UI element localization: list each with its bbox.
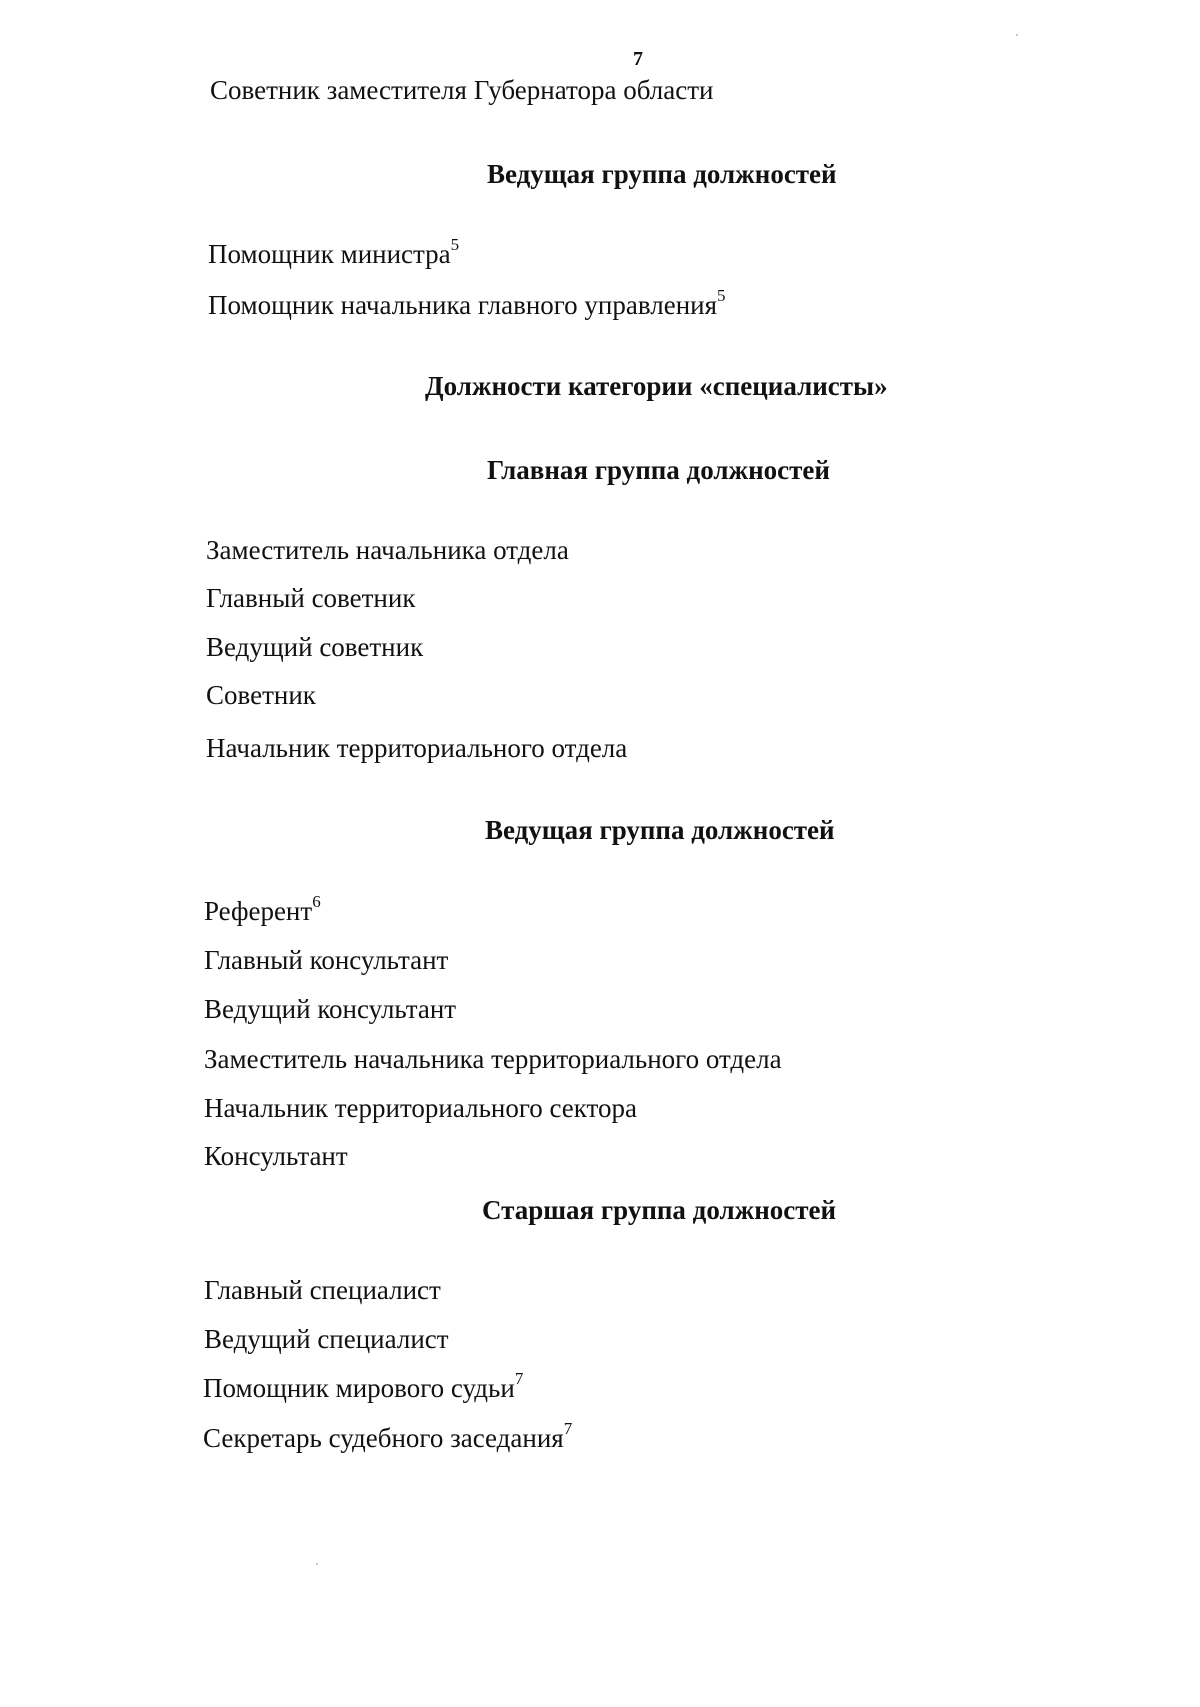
section-2-item: Начальник территориального отдела <box>206 733 628 763</box>
intro-line-text: Советник заместителя Губернатора области <box>210 75 714 105</box>
section-1-item-text: Помощник министра <box>208 239 451 269</box>
section-3-heading: Ведущая группа должностей <box>485 815 835 845</box>
section-3-item: Начальник территориального сектора <box>204 1093 637 1123</box>
footnote-marker: 5 <box>450 235 460 254</box>
section-2-heading: Главная группа должностей <box>487 455 830 485</box>
intro-line <box>210 74 713 106</box>
footnote-marker: 5 <box>717 286 726 305</box>
section-2-item: Ведущий советник <box>206 632 424 662</box>
section-2-item: Главный советник <box>206 583 416 613</box>
section-2-item: Заместитель начальника отдела <box>206 535 569 565</box>
section-4-item: Главный специалист <box>204 1275 441 1305</box>
scan-speck <box>316 1563 318 1565</box>
section-3-item: Консультант <box>204 1141 348 1171</box>
section-4-item <box>203 1369 524 1404</box>
section-4-item-text: Секретарь судебного заседания <box>203 1423 564 1453</box>
section-2-item: Советник <box>206 680 316 710</box>
page-number: 7 <box>633 48 643 70</box>
section-4-heading: Старшая группа должностей <box>482 1195 837 1225</box>
section-4-item-text: Помощник мирового судьи <box>203 1373 515 1403</box>
section-4-item: Ведущий специалист <box>204 1324 449 1354</box>
footnote-marker: 7 <box>563 1419 573 1438</box>
footnote-marker: 6 <box>312 892 321 911</box>
footnote-marker: 7 <box>514 1369 524 1388</box>
section-3-item: Заместитель начальника территориального отдела <box>204 1044 782 1074</box>
section-4-item <box>203 1419 573 1454</box>
scan-speck <box>1016 34 1018 36</box>
section-3-item <box>204 892 321 927</box>
section-1-item <box>208 286 726 321</box>
section-3-item: Ведущий консультант <box>204 994 457 1024</box>
section-1-item <box>208 235 460 270</box>
section-1-item-text: Помощник начальника главного управления <box>208 290 718 320</box>
category-heading: Должности категории «специалисты» <box>425 371 888 401</box>
section-3-item: Главный консультант <box>204 945 449 975</box>
section-3-item-text: Референт <box>204 896 313 926</box>
section-1-heading: Ведущая группа должностей <box>487 159 837 189</box>
